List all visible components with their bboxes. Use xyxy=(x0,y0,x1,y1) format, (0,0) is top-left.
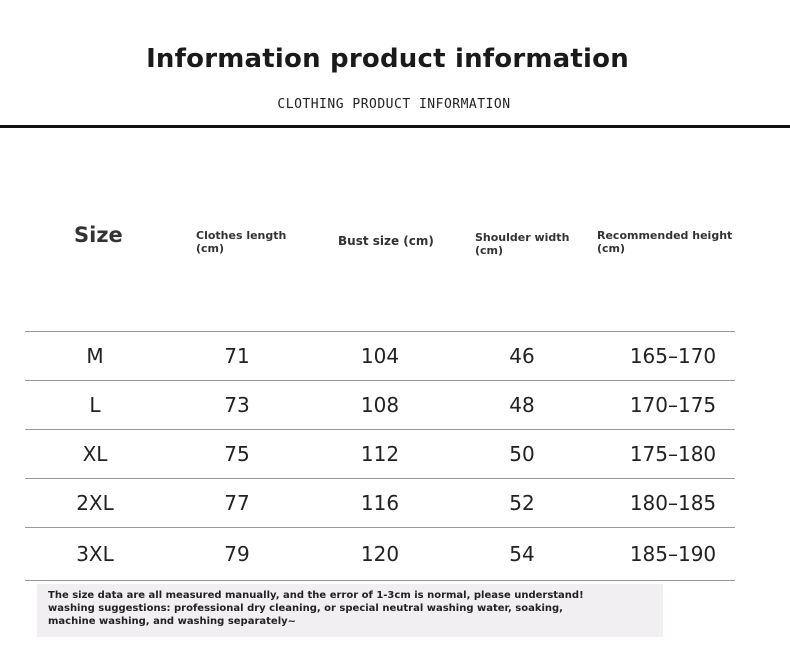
page-subtitle: CLOTHING PRODUCT INFORMATION xyxy=(277,97,511,112)
bust-cell: 108 xyxy=(360,393,400,417)
bust-cell: 104 xyxy=(360,344,400,368)
height-cell: 175–180 xyxy=(629,442,717,466)
header-divider xyxy=(0,125,790,128)
size-cell: 3XL xyxy=(76,542,114,566)
table-row xyxy=(25,527,735,581)
column-header-size: Size xyxy=(74,223,123,247)
length-cell: 73 xyxy=(224,393,250,417)
length-cell: 77 xyxy=(224,491,250,515)
bust-cell: 120 xyxy=(360,542,400,566)
shoulder-cell: 52 xyxy=(509,491,535,515)
length-cell: 71 xyxy=(224,344,250,368)
table-row xyxy=(25,331,735,380)
bust-cell: 112 xyxy=(360,442,400,466)
shoulder-cell: 50 xyxy=(509,442,535,466)
care-note xyxy=(37,584,663,637)
table-row xyxy=(25,478,735,527)
height-cell: 170–175 xyxy=(629,393,717,417)
length-cell: 75 xyxy=(224,442,250,466)
column-header-shoulder-width xyxy=(475,231,569,257)
shoulder-cell: 48 xyxy=(509,393,535,417)
height-cell: 180–185 xyxy=(629,491,717,515)
shoulder-cell: 54 xyxy=(509,542,535,566)
column-header-unit: (cm) xyxy=(196,242,225,255)
shoulder-cell: 46 xyxy=(509,344,535,368)
size-table xyxy=(25,331,735,581)
column-header-unit: (cm) xyxy=(475,244,504,257)
size-cell: 2XL xyxy=(76,491,114,515)
column-header-clothes-length xyxy=(196,229,286,255)
column-header-recommended-height xyxy=(597,229,732,255)
height-cell: 165–170 xyxy=(629,344,717,368)
column-header-label: Clothes length xyxy=(196,229,287,242)
column-header-label: Recommended height xyxy=(597,229,733,242)
table-row xyxy=(25,380,735,429)
column-header-label: Shoulder width xyxy=(475,231,570,244)
column-header-unit: (cm) xyxy=(597,242,626,255)
note-line: machine washing, and washing separately~ xyxy=(48,616,297,627)
height-cell: 185–190 xyxy=(629,542,717,566)
size-cell: XL xyxy=(82,442,108,466)
column-header-bust-size: Bust size (cm) xyxy=(338,234,434,248)
page-title: Information product information xyxy=(146,44,629,74)
table-row xyxy=(25,429,735,478)
size-cell: L xyxy=(89,393,101,417)
bust-cell: 116 xyxy=(360,491,400,515)
length-cell: 79 xyxy=(224,542,250,566)
note-line: washing suggestions: professional dry cleaning, or special neutral washing water, soaking, xyxy=(48,603,563,614)
note-line: The size data are all measured manually, and the error of 1-3cm is normal, please understand! xyxy=(48,590,584,601)
size-cell: M xyxy=(86,344,104,368)
